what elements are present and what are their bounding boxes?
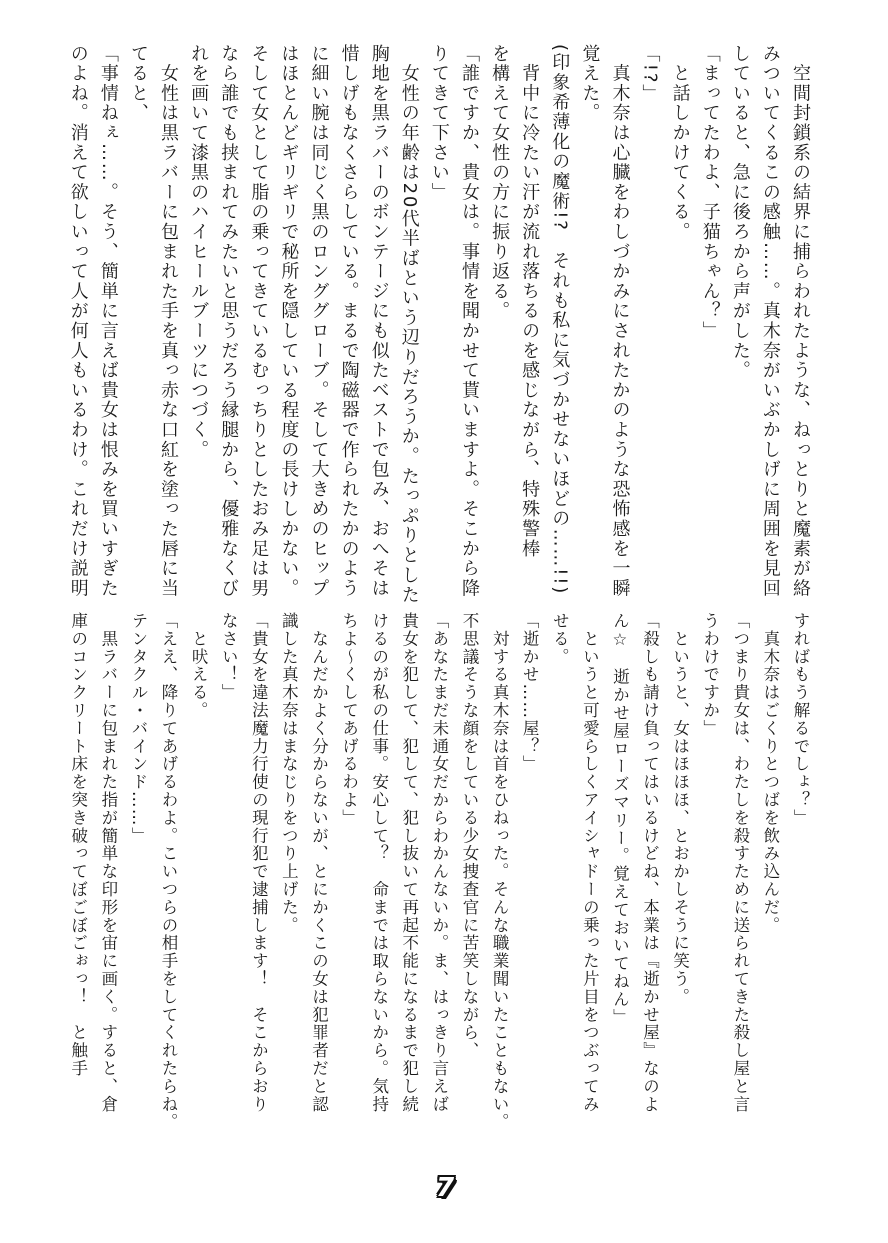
text-column: というと、女はほほほ、とおかしそうに笑う。 [670,612,690,1006]
text-column: 「!?」 [639,44,661,104]
text-column: 女性は黒ラバーに包まれた手を真っ赤な口紅を塗った唇に当 [158,44,180,599]
text-column: に細い腕は同じく黒のロンググローブ。そして大きめのヒップ [308,44,330,599]
text-column: と吠える。 [189,612,209,720]
text-column: 対する真木奈は首をひねった。そんな職業聞いたこともない。 [490,612,510,1132]
text-column: みついてくるこの感触……。真木奈がいぶかしげに周囲を見回 [759,44,781,599]
text-column: 「誰ですか、貴女は。事情を聞かせて貰いますよ。そこから降 [458,44,480,599]
text-column: 「殺しも請け負ってはいるけどね、本業は『逝かせ屋』なのよ [640,612,660,1114]
text-column: 背中に冷たい汗が流れ落ちるのを感じながら、特殊警棒 [519,44,541,559]
text-column: 貴女を犯して、犯して、犯し抜いて再起不能になるまで犯し続 [399,612,419,1114]
text-column: 庫のコンクリート床を突き破ってぼごぼごぉっ！ と触手 [68,612,88,1078]
text-column: 「事情ねぇ……。そう、簡単に言えば貴女は恨みを買いすぎた [97,44,119,599]
text-column: 「逝かせ……屋？」 [520,612,540,774]
text-column: テンタクル・バインド……」 [128,612,148,845]
text-column: 「あなたまだ未通女だからわかんないか。ま、はっきり言えば [429,612,449,1114]
text-column: なら誰でも挟まれてみたいと思うだろう縁腿から、優雅なくび [218,44,240,599]
text-column: 惜しげもなくさらしている。まるで陶磁器で作られたかのよう [338,44,360,599]
text-column: なさい！」 [219,612,239,702]
text-column: ん☆ 逝かせ屋ローズマリー。覚えておいてねん」 [610,612,630,1027]
text-column: そして女として脂の乗ってきているむっちりとしたおみ足は男 [248,44,270,599]
page-number: 7 [435,1173,455,1203]
text-column: ちよ～くしてあげるわよ」 [339,612,359,827]
lower-text-block [62,612,815,1132]
text-column: というと可愛らしくアイシャドーの乗った片目をつぶってみ [580,612,600,1114]
text-column: 「ええ、降りてあげるわよ。こいつらの相手をしてくれたらね。 [159,612,179,1132]
text-column: 「つまり貴女は、わたしを殺すために送られてきた殺し屋と言 [730,612,750,1114]
text-column: と話しかけてくる。 [669,44,691,242]
text-column: 胸地を黒ラバーのボンテージにも似たベストで包み、おへそは [368,44,390,599]
text-column: していると、急に後ろから声がした。 [729,44,751,381]
text-column: れを画いて漆黒のハイヒールブーツにつづく。 [188,44,210,460]
text-column: うわけですか」 [700,612,720,738]
text-column: 女性の年齢は20代半ばという辺りだろうか。たっぷりとした [398,44,420,606]
text-column: 識した真木奈はまなじりをつり上げた。 [279,612,299,935]
text-column: けるのが私の仕事。安心して？ 命までは取らないから。気持 [369,612,389,1114]
text-column: 「貴女を違法魔力行使の現行犯で逮捕します！ そこからおり [249,612,269,1114]
text-column: 「まってたわよ、子猫ちゃん？」 [699,44,721,341]
text-column: 黒ラバーに包まれた指が簡単な印形を宙に画く。すると、倉 [98,612,118,1114]
text-column: 真木奈は心臓をわしづかみにされたかのような恐怖感を一瞬 [609,44,631,599]
text-column: なんだかよく分からないが、とにかくこの女は犯罪者だと認 [309,612,329,1114]
text-column: のよね。消えて欲しいって人が何人もいるわけ。これだけ説明 [67,44,89,599]
text-column: を構えて女性の方に振り返る。 [489,44,511,322]
text-column: 真木奈はごくりとつばを飲み込んだ。 [760,612,780,935]
text-column: せる。 [550,612,570,666]
upper-text-block [62,44,815,609]
text-column: すればもう解るでしょ？」 [791,612,810,827]
text-column: (印象希薄化の魔術!? それも私に気づかせないほどの……!!) [549,44,571,596]
text-column: 不思議そうな顔をしている少女捜査官に苦笑しながら、 [459,612,479,1060]
text-column: りてきて下さい」 [428,44,450,203]
text-column: 覚えた。 [579,44,601,124]
text-column: はほとんどギリギリで秘所を隠している程度の長けしかない。 [278,44,300,599]
text-column: 空間封鎖系の結界に捕らわれたような、ねっとりと魔素が絡 [790,44,811,599]
text-column: てると、 [127,44,149,124]
